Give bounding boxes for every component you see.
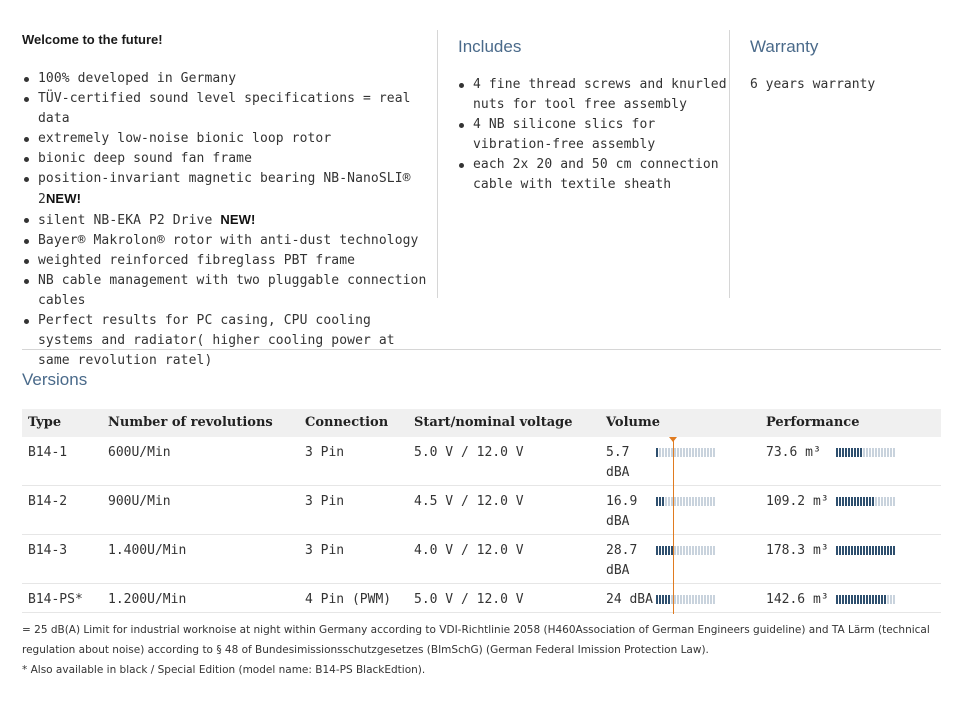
performance-bar xyxy=(836,448,895,457)
bar-segment xyxy=(710,448,712,457)
bar-segment xyxy=(890,448,892,457)
header-performance: Performance xyxy=(766,415,860,430)
cell-performance: 73.6 m³ xyxy=(766,445,821,460)
bar-segment xyxy=(881,497,883,506)
noise-limit-marker xyxy=(673,439,674,614)
bar-segment xyxy=(848,546,850,555)
warranty-text: 6 years warranty xyxy=(750,77,876,92)
cell-performance: 109.2 m³ xyxy=(766,494,829,509)
bar-segment xyxy=(677,497,679,506)
bar-segment xyxy=(863,448,865,457)
bar-segment xyxy=(683,448,685,457)
bar-segment xyxy=(881,546,883,555)
bar-segment xyxy=(872,595,874,604)
includes-item: 4 NB silicone slics for vibration-free assembly xyxy=(473,115,727,155)
bar-segment xyxy=(656,448,658,457)
cell-type: B14-1 xyxy=(28,445,68,460)
includes-item: each 2x 20 and 50 cm connection cable with textile sheath xyxy=(473,155,727,195)
bar-segment xyxy=(683,595,685,604)
bar-segment xyxy=(842,546,844,555)
cell-volume: 5.7 dBA xyxy=(606,445,630,480)
bar-segment xyxy=(887,595,889,604)
welcome-heading: Welcome to the future! xyxy=(22,32,163,47)
feature-item: NB cable management with two pluggable connection cables xyxy=(38,271,434,311)
bar-segment xyxy=(677,546,679,555)
bar-segment xyxy=(683,546,685,555)
bar-segment xyxy=(680,546,682,555)
performance-bar xyxy=(836,497,895,506)
bar-segment xyxy=(836,448,838,457)
bar-segment xyxy=(656,546,658,555)
bar-segment xyxy=(878,546,880,555)
bar-segment xyxy=(878,448,880,457)
bar-segment xyxy=(863,497,865,506)
bar-segment xyxy=(656,595,658,604)
bar-segment xyxy=(710,546,712,555)
bar-segment xyxy=(848,497,850,506)
bar-segment xyxy=(839,595,841,604)
header-type: Type xyxy=(28,415,62,430)
cell-type: B14-2 xyxy=(28,494,68,509)
bar-segment xyxy=(857,595,859,604)
volume-bar xyxy=(656,497,715,506)
bar-segment xyxy=(836,546,838,555)
bar-segment xyxy=(668,448,670,457)
bar-segment xyxy=(860,595,862,604)
table-header xyxy=(22,409,941,437)
bar-segment xyxy=(878,595,880,604)
bar-segment xyxy=(881,595,883,604)
bar-segment xyxy=(893,595,895,604)
bar-segment xyxy=(860,497,862,506)
bar-segment xyxy=(710,595,712,604)
cell-rpm: 900U/Min xyxy=(108,494,171,509)
features-column xyxy=(22,30,434,371)
bar-segment xyxy=(851,595,853,604)
bar-segment xyxy=(692,546,694,555)
volume-bar xyxy=(656,448,715,457)
bar-segment xyxy=(698,448,700,457)
bar-segment xyxy=(689,546,691,555)
new-badge: NEW! xyxy=(45,191,81,206)
bar-segment xyxy=(869,595,871,604)
bar-segment xyxy=(845,595,847,604)
cell-type: B14-PS* xyxy=(28,592,83,607)
warranty-title: Warranty xyxy=(750,37,819,56)
bar-segment xyxy=(890,595,892,604)
bar-segment xyxy=(665,595,667,604)
bar-segment xyxy=(659,497,661,506)
feature-item: Perfect results for PC casing, CPU cooling systems and radiator( higher cooling power at same revolution ratel) xyxy=(38,311,434,371)
bar-segment xyxy=(695,595,697,604)
bar-segment xyxy=(854,497,856,506)
bar-segment xyxy=(698,546,700,555)
bar-segment xyxy=(863,595,865,604)
includes-column xyxy=(437,30,727,298)
bar-segment xyxy=(668,497,670,506)
bar-segment xyxy=(845,448,847,457)
bar-segment xyxy=(674,595,676,604)
bar-segment xyxy=(839,448,841,457)
bar-segment xyxy=(680,497,682,506)
bar-segment xyxy=(701,595,703,604)
feature-item: silent NB-EKA P2 Drive NEW! xyxy=(38,210,434,231)
bar-segment xyxy=(701,546,703,555)
bar-segment xyxy=(701,497,703,506)
cell-voltage: 5.0 V / 12.0 V xyxy=(414,445,524,460)
bar-segment xyxy=(845,497,847,506)
bar-segment xyxy=(656,497,658,506)
bar-segment xyxy=(875,497,877,506)
bar-segment xyxy=(686,497,688,506)
bar-segment xyxy=(857,448,859,457)
section-divider xyxy=(22,349,941,350)
bar-segment xyxy=(848,448,850,457)
feature-item: weighted reinforced fibreglass PBT frame xyxy=(38,251,434,271)
bar-segment xyxy=(659,448,661,457)
bar-segment xyxy=(869,546,871,555)
bar-segment xyxy=(845,546,847,555)
bar-segment xyxy=(872,448,874,457)
bar-segment xyxy=(707,595,709,604)
bar-segment xyxy=(869,448,871,457)
bar-segment xyxy=(875,448,877,457)
table-row xyxy=(22,535,941,584)
volume-bar xyxy=(656,595,715,604)
header-volume: Volume xyxy=(606,415,660,430)
bar-segment xyxy=(704,595,706,604)
bar-segment xyxy=(866,448,868,457)
bar-segment xyxy=(668,546,670,555)
bar-segment xyxy=(875,595,877,604)
bar-segment xyxy=(677,595,679,604)
bar-segment xyxy=(842,497,844,506)
bar-segment xyxy=(866,546,868,555)
warranty-column xyxy=(729,30,949,298)
table-row xyxy=(22,486,941,535)
new-badge: NEW! xyxy=(220,212,256,227)
bar-segment xyxy=(704,448,706,457)
bar-segment xyxy=(686,595,688,604)
cell-volume: 16.9 dBA xyxy=(606,494,638,529)
cell-type: B14-3 xyxy=(28,543,68,558)
bar-segment xyxy=(881,448,883,457)
feature-item: bionic deep sound fan frame xyxy=(38,149,434,169)
bar-segment xyxy=(680,595,682,604)
bar-segment xyxy=(665,546,667,555)
bar-segment xyxy=(689,595,691,604)
feature-item: position-invariant magnetic bearing NB-NanoSLI® 2NEW! xyxy=(38,169,434,210)
bar-segment xyxy=(857,546,859,555)
cell-voltage: 4.5 V / 12.0 V xyxy=(414,494,524,509)
bar-segment xyxy=(677,448,679,457)
bar-segment xyxy=(659,595,661,604)
bar-segment xyxy=(872,546,874,555)
bar-segment xyxy=(893,448,895,457)
bar-segment xyxy=(887,546,889,555)
bar-segment xyxy=(878,497,880,506)
bar-segment xyxy=(674,448,676,457)
bar-segment xyxy=(851,448,853,457)
table-row xyxy=(22,437,941,486)
bar-segment xyxy=(662,546,664,555)
feature-item: Bayer® Makrolon® rotor with anti-dust technology xyxy=(38,231,434,251)
cell-connection: 3 Pin xyxy=(305,445,345,460)
footnote-special-edition: * Also available in black / Special Edition (model name: B14-PS BlackEdtion). xyxy=(22,664,426,676)
cell-performance: 142.6 m³ xyxy=(766,592,829,607)
bar-segment xyxy=(836,497,838,506)
bar-segment xyxy=(689,497,691,506)
cell-connection: 4 Pin (PWM) xyxy=(305,592,392,607)
header-rpm: Number of revolutions xyxy=(108,415,273,430)
feature-item: 100% developed in Germany xyxy=(38,69,434,89)
bar-segment xyxy=(698,497,700,506)
bar-segment xyxy=(860,546,862,555)
bar-segment xyxy=(713,546,715,555)
bar-segment xyxy=(707,448,709,457)
performance-bar xyxy=(836,546,895,555)
bar-segment xyxy=(854,546,856,555)
footnotes xyxy=(22,620,942,680)
bar-segment xyxy=(701,448,703,457)
bar-segment xyxy=(713,448,715,457)
bar-segment xyxy=(842,595,844,604)
includes-title: Includes xyxy=(458,37,522,56)
bar-segment xyxy=(884,448,886,457)
bar-segment xyxy=(854,448,856,457)
bar-segment xyxy=(869,497,871,506)
bar-segment xyxy=(674,497,676,506)
cell-rpm: 600U/Min xyxy=(108,445,171,460)
bar-segment xyxy=(893,546,895,555)
bar-segment xyxy=(890,546,892,555)
cell-voltage: 5.0 V / 12.0 V xyxy=(414,592,524,607)
bar-segment xyxy=(887,497,889,506)
includes-list xyxy=(458,75,727,195)
bar-segment xyxy=(848,595,850,604)
bar-segment xyxy=(698,595,700,604)
bar-segment xyxy=(860,448,862,457)
volume-bar xyxy=(656,546,715,555)
performance-bar xyxy=(836,595,895,604)
bar-segment xyxy=(854,595,856,604)
bar-segment xyxy=(674,546,676,555)
bar-segment xyxy=(668,595,670,604)
bar-segment xyxy=(662,497,664,506)
cell-rpm: 1.400U/Min xyxy=(108,543,187,558)
bar-segment xyxy=(713,497,715,506)
bar-segment xyxy=(692,595,694,604)
bar-segment xyxy=(851,497,853,506)
bar-segment xyxy=(662,595,664,604)
cell-performance: 178.3 m³ xyxy=(766,543,829,558)
bar-segment xyxy=(692,448,694,457)
bar-segment xyxy=(695,448,697,457)
bar-segment xyxy=(836,595,838,604)
cell-connection: 3 Pin xyxy=(305,494,345,509)
bar-segment xyxy=(884,497,886,506)
bar-segment xyxy=(689,448,691,457)
bar-segment xyxy=(842,448,844,457)
bar-segment xyxy=(863,546,865,555)
bar-segment xyxy=(890,497,892,506)
bar-segment xyxy=(851,546,853,555)
features-list xyxy=(22,69,434,371)
cell-volume: 28.7 dBA xyxy=(606,543,638,578)
bar-segment xyxy=(884,546,886,555)
bar-segment xyxy=(887,448,889,457)
versions-table xyxy=(22,409,941,613)
bar-segment xyxy=(884,595,886,604)
bar-segment xyxy=(857,497,859,506)
bar-segment xyxy=(866,497,868,506)
bar-segment xyxy=(683,497,685,506)
header-voltage: Start/nominal voltage xyxy=(414,415,573,430)
bar-segment xyxy=(665,448,667,457)
table-row xyxy=(22,584,941,613)
footnote-noise-limit: = 25 dB(A) Limit for industrial worknoise at night within Germany according to VDI-Richtlinie 2058 (H460Association of German Engineers guideline) and TA Lärm (technical regulation about noise) according to § 48 of Bundesimissionsschutzgesetzes (BImSchG) (German Federal Imission Protection Law). xyxy=(22,624,930,656)
cell-rpm: 1.200U/Min xyxy=(108,592,187,607)
cell-volume: 24 dBA xyxy=(606,592,653,607)
cell-voltage: 4.0 V / 12.0 V xyxy=(414,543,524,558)
bar-segment xyxy=(686,546,688,555)
bar-segment xyxy=(893,497,895,506)
bar-segment xyxy=(866,595,868,604)
bar-segment xyxy=(662,448,664,457)
bar-segment xyxy=(659,546,661,555)
bar-segment xyxy=(839,497,841,506)
bar-segment xyxy=(872,497,874,506)
versions-title: Versions xyxy=(22,370,88,389)
bar-segment xyxy=(707,497,709,506)
bar-segment xyxy=(839,546,841,555)
feature-item: extremely low-noise bionic loop rotor xyxy=(38,129,434,149)
bar-segment xyxy=(704,546,706,555)
bar-segment xyxy=(680,448,682,457)
bar-segment xyxy=(665,497,667,506)
cell-connection: 3 Pin xyxy=(305,543,345,558)
bar-segment xyxy=(695,497,697,506)
header-connection: Connection xyxy=(305,415,389,430)
bar-segment xyxy=(692,497,694,506)
includes-item: 4 fine thread screws and knurled nuts for tool free assembly xyxy=(473,75,727,115)
bar-segment xyxy=(713,595,715,604)
bar-segment xyxy=(875,546,877,555)
feature-item: TÜV-certified sound level specifications = real data xyxy=(38,89,434,129)
bar-segment xyxy=(695,546,697,555)
bar-segment xyxy=(707,546,709,555)
bar-segment xyxy=(686,448,688,457)
bar-segment xyxy=(710,497,712,506)
bar-segment xyxy=(704,497,706,506)
